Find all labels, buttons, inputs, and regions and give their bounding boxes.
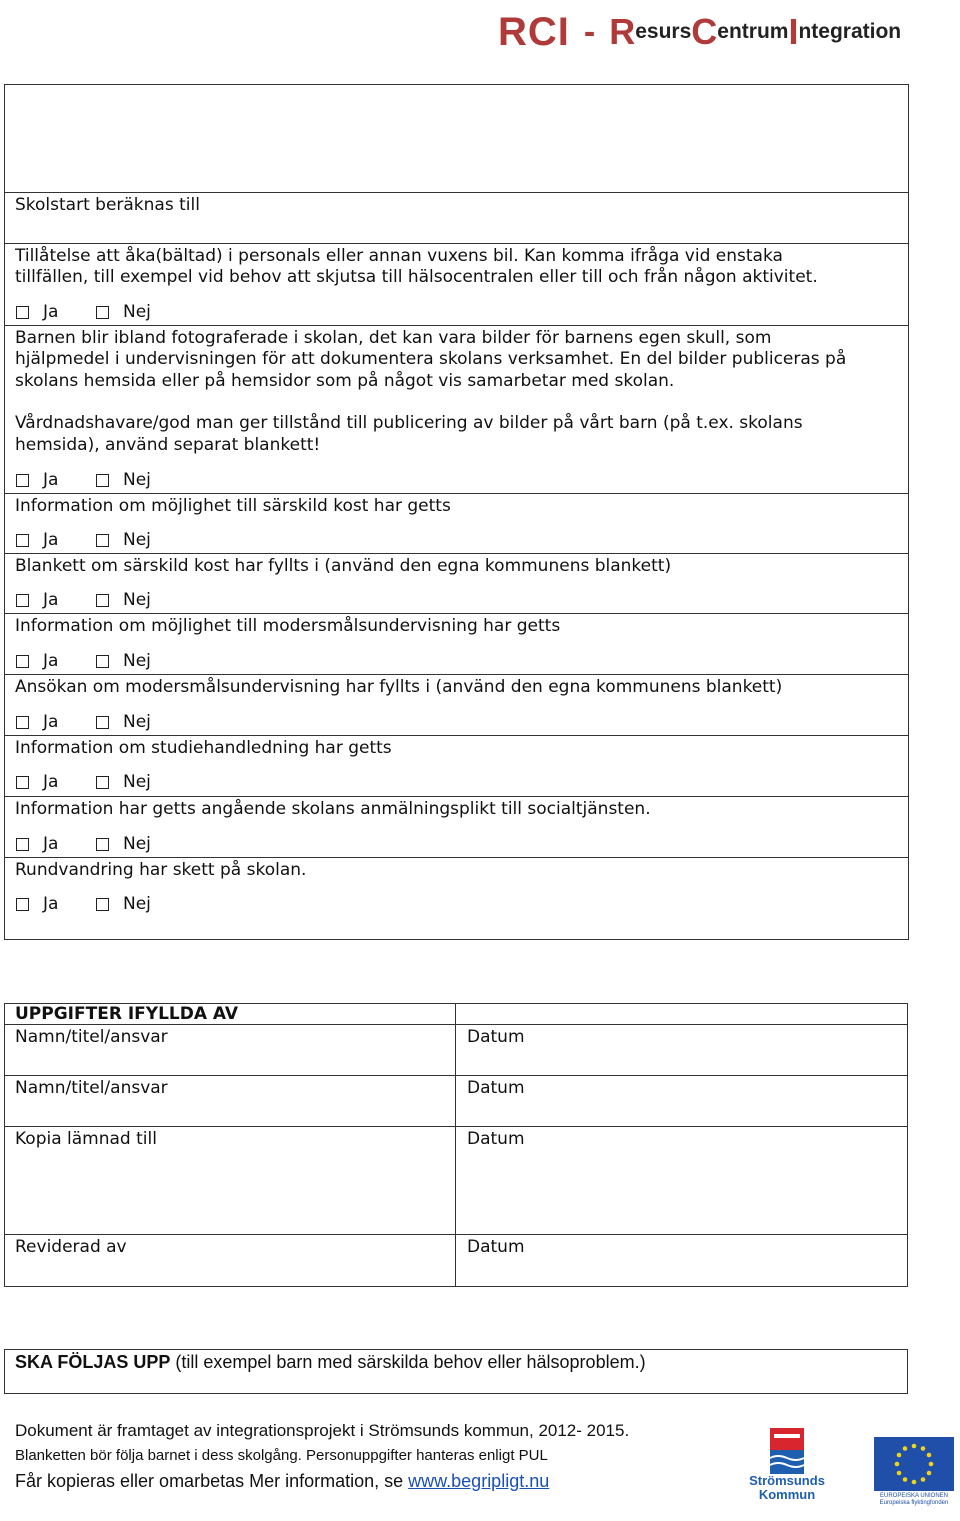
option-label: Ja [43,834,59,854]
separator [5,857,908,858]
kost-info-nej-option[interactable] [96,530,151,551]
separator [5,1126,908,1127]
eu-caption-1: EUROPEISKA UNIONEN [879,1493,948,1499]
checkbox-icon[interactable] [16,898,29,911]
footer-line-3 [15,1471,549,1492]
modersmal-ansokan-ja-option[interactable] [16,712,58,733]
option-label: Nej [123,834,151,854]
logo-rci-text: RCI [498,10,570,54]
foto-ja-option[interactable] [16,470,58,491]
option-label: Nej [123,530,151,550]
namn-label-1: Namn/titel/ansvar [15,1027,168,1047]
eu-logo [874,1437,954,1509]
option-label: Nej [123,302,151,322]
separator [5,493,908,494]
studiehandledning-nej-option[interactable] [96,772,151,793]
bil-text-2: tillfällen, till exempel vid behov att skjutsa till hälsocentralen eller till och från någon aktivitet. [15,267,818,287]
datum-label-4: Datum [467,1237,525,1257]
rundvandring-ja-option[interactable] [16,894,58,915]
kommun-name-1: Strömsunds [749,1473,825,1488]
checkbox-icon[interactable] [96,534,109,547]
checkbox-icon[interactable] [16,534,29,547]
publicering-text-2: hemsida), använd separat blankett! [15,435,321,455]
studiehandledning-ja-option[interactable] [16,772,58,793]
kommun-name [748,1474,826,1502]
modersmal-ansokan-nej-option[interactable] [96,712,151,733]
datum-label-1: Datum [467,1027,525,1047]
modersmal-info-text: Information om möjlighet till modersmålsundervisning har getts [15,616,561,636]
separator [456,1024,907,1025]
separator [5,613,908,614]
separator [5,553,908,554]
logo-ntegration: ntegration [798,20,902,43]
namn-label-2: Namn/titel/ansvar [15,1078,168,1098]
eu-caption [874,1493,954,1507]
datum-label-3: Datum [467,1129,525,1149]
kopia-label: Kopia lämnad till [15,1129,157,1149]
checkbox-icon[interactable] [96,898,109,911]
foto-text-2: hjälpmedel i undervisningen för att dokumentera skolans verksamhet. En del bilder publiceras på [15,349,847,369]
option-label: Nej [123,894,151,914]
checkbox-icon[interactable] [16,838,29,851]
column-divider [455,1003,456,1287]
kost-blankett-nej-option[interactable] [96,590,151,611]
datum-label-2: Datum [467,1078,525,1098]
checkbox-icon[interactable] [96,474,109,487]
option-label: Nej [123,651,151,671]
separator [5,192,908,193]
folja-upp-rest: (till exempel barn med särskilda behov eller hälsoproblem.) [170,1352,646,1372]
separator [5,735,908,736]
option-label: Nej [123,590,151,610]
logo-dash: - [583,13,596,51]
checkbox-icon[interactable] [96,655,109,668]
logo-r: R [609,11,636,52]
checkbox-icon[interactable] [96,838,109,851]
option-label: Ja [43,302,59,322]
option-label: Ja [43,530,59,550]
rundvandring-nej-option[interactable] [96,894,151,915]
folja-upp-bold: SKA FÖLJAS UPP [15,1352,171,1372]
separator [5,1234,908,1235]
modersmal-ansokan-text: Ansökan om modersmålsundervisning har fyllts i (använd den egna kommunens blankett) [15,677,783,697]
checkbox-icon[interactable] [16,776,29,789]
kost-info-text: Information om möjlighet till särskild kost har getts [15,496,451,516]
separator [5,796,908,797]
reviderad-label: Reviderad av [15,1237,127,1257]
foto-text-3: skolans hemsida eller på hemsidor som på något vis samarbetar med skolan. [15,371,675,391]
footer-line-3-text: Får kopieras eller omarbetas Mer information, se [15,1471,409,1491]
eu-caption-2: Europeiska flyktingfonden [879,1500,949,1506]
option-label: Nej [123,772,151,792]
bil-ja-option[interactable] [16,302,58,323]
bil-text-1: Tillåtelse att åka(bältad) i personals eller annan vuxens bil. Kan komma ifråga vid enstaka [15,246,783,266]
kost-blankett-ja-option[interactable] [16,590,58,611]
kommun-name-2: Kommun [758,1487,816,1502]
rci-logo [498,8,901,52]
begripligt-link[interactable]: www.begripligt.nu [408,1471,550,1491]
kost-blankett-text: Blankett om särskild kost har fyllts i (använd den egna kommunens blankett) [15,556,672,576]
modersmal-info-nej-option[interactable] [96,651,151,672]
separator [5,325,908,326]
checkbox-icon[interactable] [96,594,109,607]
publicering-text-1: Vårdnadshavare/god man ger tillstånd till publicering av bilder på vårt barn (på t.ex. skolans [15,413,803,433]
folja-upp-text [15,1352,646,1374]
studiehandledning-text: Information om studiehandledning har getts [15,738,392,758]
option-label: Nej [123,470,151,490]
anmalningsplikt-ja-option[interactable] [16,834,58,855]
logo-c: C [691,11,718,52]
eu-flag-icon [874,1437,954,1491]
skolstart-label: Skolstart beräknas till [15,195,200,215]
footer-line-1: Dokument är framtaget av integrationsprojekt i Strömsunds kommun, 2012- 2015. [15,1421,630,1440]
anmalningsplikt-nej-option[interactable] [96,834,151,855]
checkbox-icon[interactable] [16,306,29,319]
logo-entrum: entrum [717,20,789,43]
checkbox-icon[interactable] [16,716,29,729]
foto-nej-option[interactable] [96,470,151,491]
ifylld-heading: UPPGIFTER IFYLLDA AV [15,1004,239,1024]
modersmal-info-ja-option[interactable] [16,651,58,672]
option-label: Ja [43,470,59,490]
option-label: Ja [43,712,59,732]
separator [5,243,908,244]
bil-nej-option[interactable] [96,302,151,323]
footer-line-2: Blanketten bör följa barnet i dess skolgång. Personuppgifter hanteras enligt PUL [15,1447,548,1464]
kost-info-ja-option[interactable] [16,530,58,551]
separator [5,674,908,675]
option-label: Ja [43,894,59,914]
stromsunds-kommun-logo [748,1426,826,1518]
rundvandring-text: Rundvandring har skett på skolan. [15,860,307,880]
checkbox-icon[interactable] [96,306,109,319]
checkbox-icon[interactable] [16,594,29,607]
option-label: Ja [43,772,59,792]
checkbox-icon[interactable] [96,716,109,729]
option-label: Nej [123,712,151,732]
option-label: Ja [43,590,59,610]
checkbox-icon[interactable] [96,776,109,789]
option-label: Ja [43,651,59,671]
logo-i: I [788,11,799,52]
logo-esurs: esurs [635,20,692,43]
foto-text-1: Barnen blir ibland fotograferade i skolan, det kan vara bilder för barnens egen skull, som [15,328,772,348]
checkbox-icon[interactable] [16,655,29,668]
separator [5,1075,908,1076]
checkbox-icon[interactable] [16,474,29,487]
anmalningsplikt-text: Information har getts angående skolans anmälningsplikt till socialtjänsten. [15,799,651,819]
